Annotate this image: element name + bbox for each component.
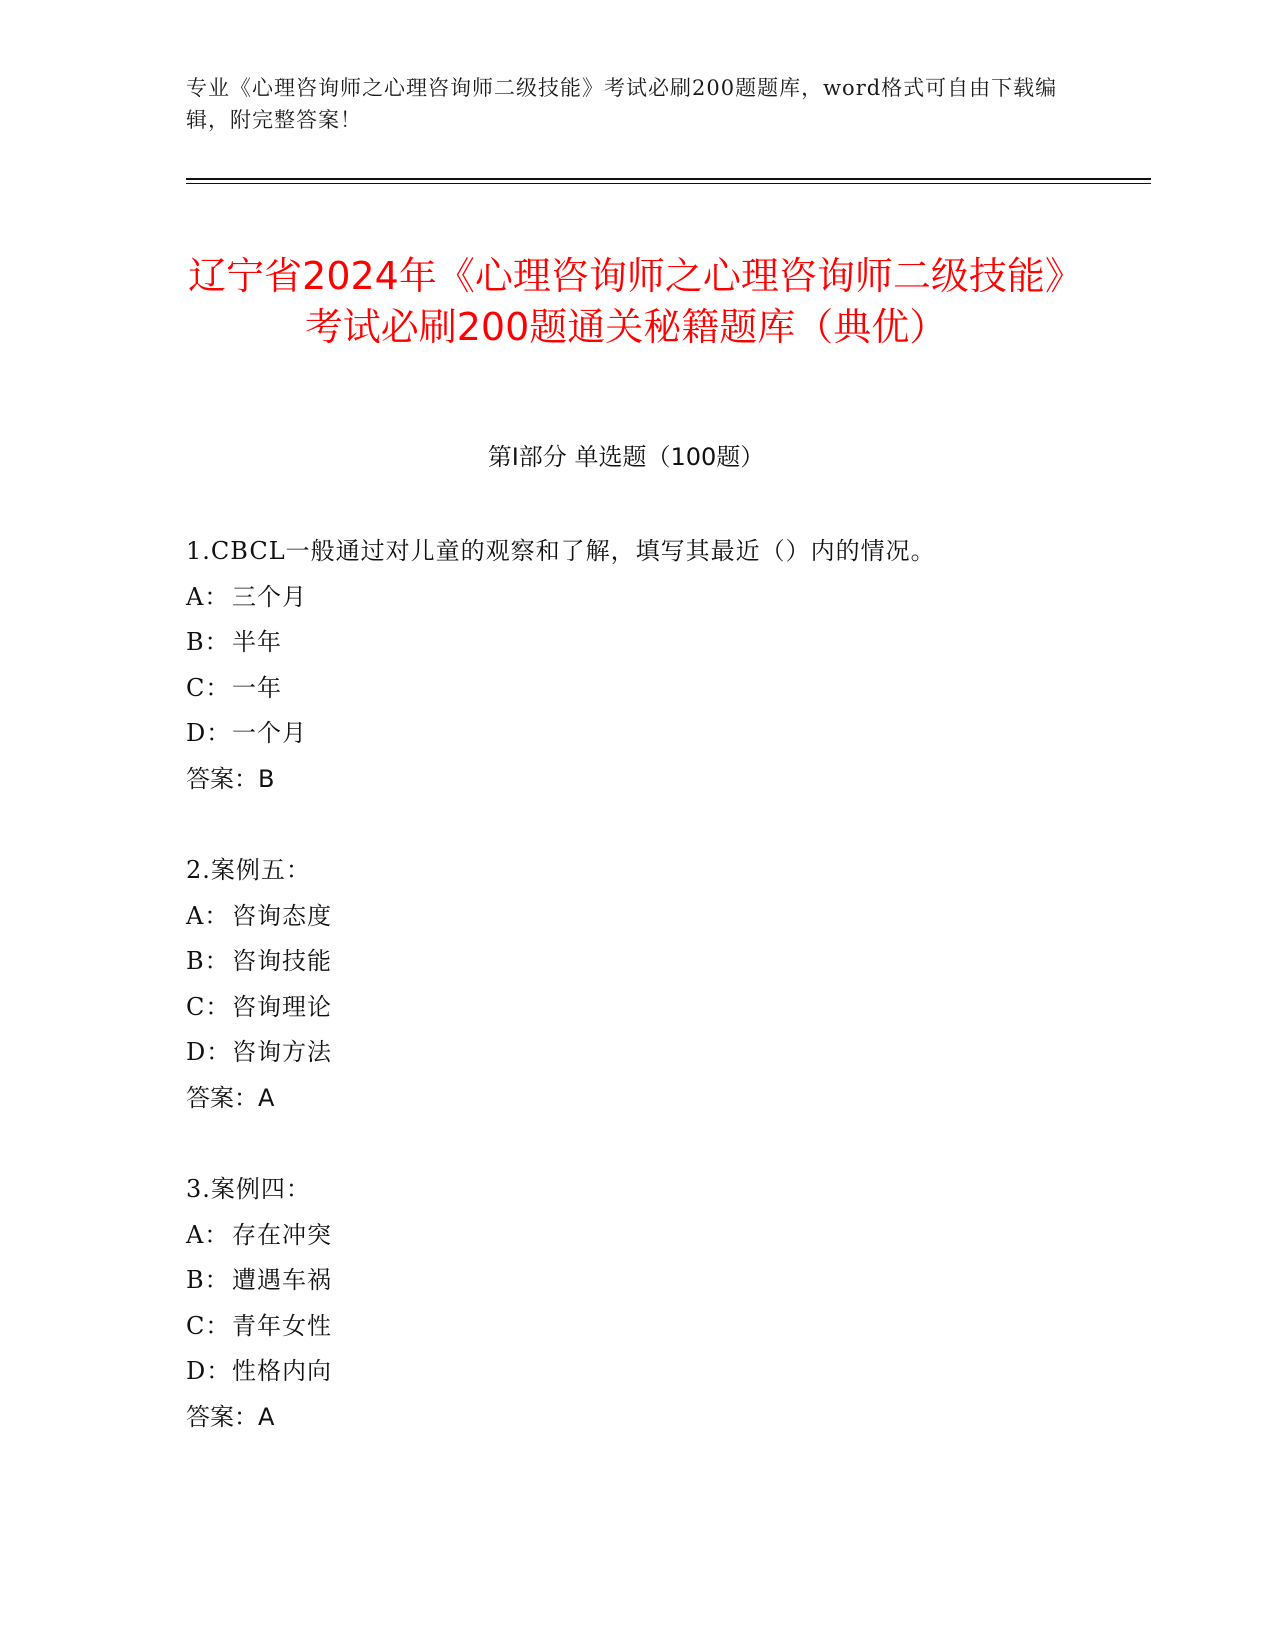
question-list <box>186 529 1086 1486</box>
option-key: C： <box>186 1311 231 1340</box>
option-c <box>186 666 1086 712</box>
option-d <box>186 1349 1086 1395</box>
answer: 答案：A <box>186 1402 275 1431</box>
option-text: 青年女性 <box>232 1311 332 1340</box>
option-a <box>186 894 1086 940</box>
option-b <box>186 1258 1086 1304</box>
option-text: 存在冲突 <box>232 1220 332 1249</box>
option-text: 咨询态度 <box>232 901 332 930</box>
option-key: C： <box>186 673 231 702</box>
option-c <box>186 985 1086 1031</box>
option-text: 咨询理论 <box>232 992 332 1021</box>
option-key: A： <box>186 901 230 930</box>
option-text: 三个月 <box>232 582 307 611</box>
option-text: 性格内向 <box>232 1357 332 1385</box>
option-a <box>186 575 1086 621</box>
option-key: A： <box>186 582 230 611</box>
option-d <box>186 1030 1086 1076</box>
option-text: 咨询方法 <box>232 1038 332 1066</box>
question-2 <box>186 848 1086 1121</box>
answer: 答案：B <box>186 764 275 793</box>
option-key: B： <box>186 1266 230 1294</box>
option-key: D： <box>186 719 232 747</box>
option-text: 咨询技能 <box>232 947 332 975</box>
header-rule-thick <box>186 178 1151 180</box>
question-stem: 3.案例四： <box>186 1175 311 1203</box>
document-title: 辽宁省2024年《心理咨询师之心理咨询师二级技能》考试必刷200题通关秘籍题库（典优） <box>188 254 1064 350</box>
question-1 <box>186 529 1086 802</box>
option-key: B： <box>186 947 230 975</box>
header-note: 专业《心理咨询师之心理咨询师二级技能》考试必刷200题题库，word格式可自由下载编辑，附完整答案！ <box>186 76 1058 132</box>
option-text: 一个月 <box>232 719 307 747</box>
option-a <box>186 1213 1086 1259</box>
option-key: A： <box>186 1220 230 1249</box>
option-key: D： <box>186 1038 232 1066</box>
option-b <box>186 939 1086 985</box>
option-d <box>186 711 1086 757</box>
option-key: D： <box>186 1357 232 1385</box>
question-stem: 1.CBCL一般通过对儿童的观察和了解，填写其最近（）内的情况。 <box>186 537 936 565</box>
question-stem: 2.案例五： <box>186 856 311 884</box>
option-text: 半年 <box>232 628 282 656</box>
option-key: C： <box>186 992 231 1021</box>
option-key: B： <box>186 628 230 656</box>
option-b <box>186 620 1086 666</box>
section-title: 第I部分 单选题（100题） <box>487 443 765 471</box>
option-text: 一年 <box>232 673 282 702</box>
answer: 答案：A <box>186 1083 275 1112</box>
question-3 <box>186 1167 1086 1440</box>
header-rule-thin <box>186 183 1151 184</box>
option-text: 遭遇车祸 <box>232 1266 332 1294</box>
option-c <box>186 1304 1086 1350</box>
